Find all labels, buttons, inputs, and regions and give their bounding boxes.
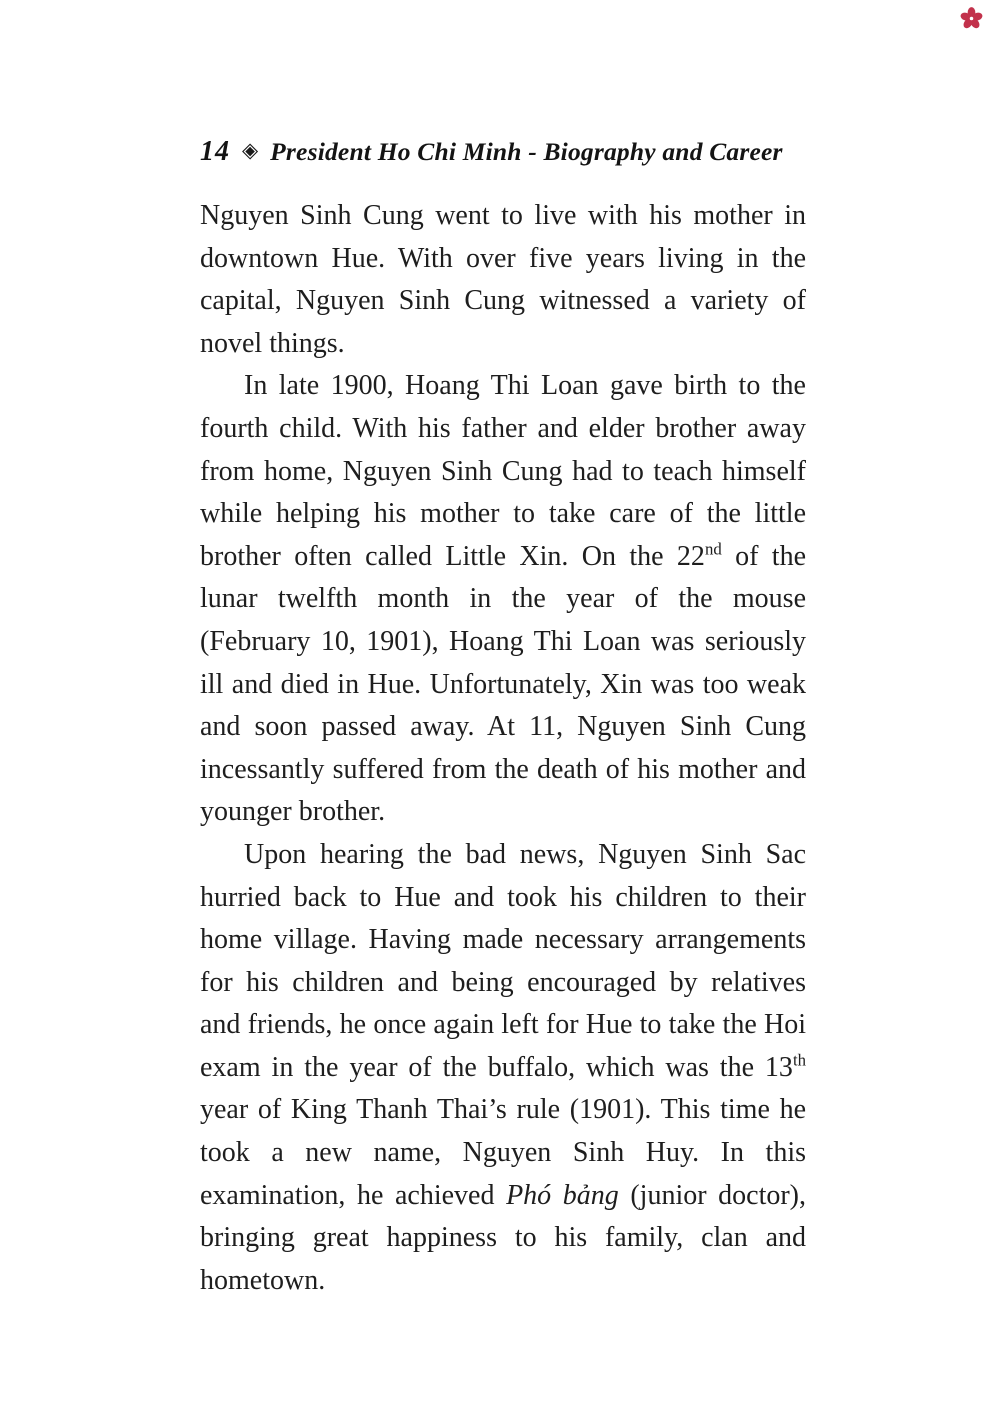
paragraph: Nguyen Sinh Cung went to live with his mother in downtown Hue. With over five years living in the capital, Nguyen Sinh Cung witnessed a variety of novel things. (200, 200, 806, 359)
running-header-title: President Ho Chi Minh - Biography and Career (270, 137, 783, 166)
diamond-icon: ◈ (242, 137, 259, 162)
body-text (200, 195, 806, 1302)
flower-icon (959, 6, 984, 31)
paragraph: Upon hearing the bad news, Nguyen Sinh Sac hurried back to Hue and took his children to their home village. Having made necessary arrangements for his children and being encouraged by relatives and friends, he once again left for Hue to take the Hoi exam in the year of the buffalo, which was the 13th year of King Thanh Thai’s rule (1901). This time he took a new name, Nguyen Sinh Huy. In this examination, he achieved Phó bảng (junior doctor), bringing great happiness to his family, clan and hometown. (200, 838, 806, 1296)
running-header (200, 136, 783, 168)
page-number: 14 (200, 136, 230, 167)
paragraph: In late 1900, Hoang Thi Loan gave birth to the fourth child. With his father and elder brother away from home, Nguyen Sinh Cung had to teach himself while helping his mother to take care of the little brother often called Little Xin. On the 22nd of the lunar twelfth month in the year of the mouse (February 10, 1901), Hoang Thi Loan was seriously ill and died in Hue. Unfortunately, Xin was too weak and soon passed away. At 11, Nguyen Sinh Cung incessantly suffered from the death of his mother and younger brother. (200, 370, 806, 828)
